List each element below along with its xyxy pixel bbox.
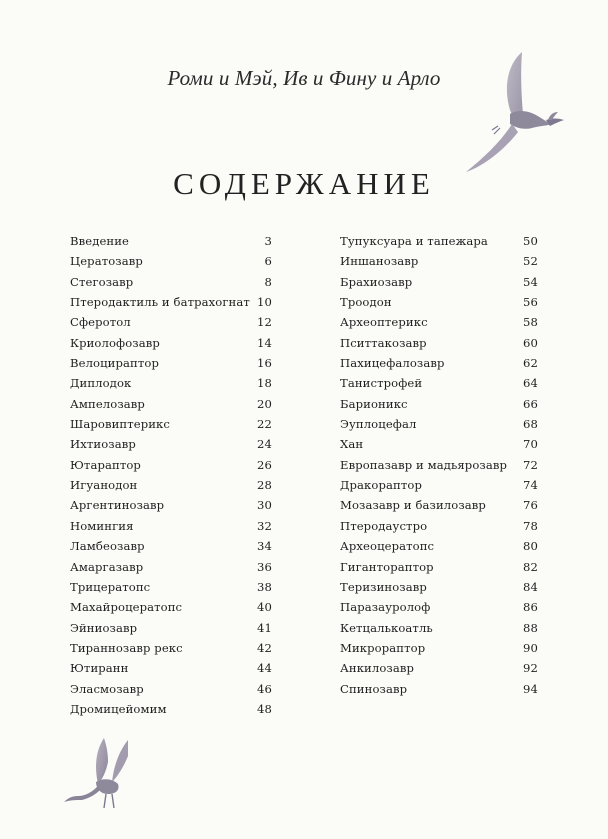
toc-entry <box>70 618 272 638</box>
toc-entry <box>340 475 538 495</box>
toc-entry-page: 76 <box>523 498 538 513</box>
toc-entry-title: Европазавр и мадьярозавр <box>340 457 507 472</box>
toc-entry-title: Брахиозавр <box>340 274 413 289</box>
toc-entry-page: 32 <box>257 518 272 533</box>
toc-entry-title: Эйниозавр <box>70 620 138 635</box>
toc-entry-title: Археоптерикс <box>340 315 428 330</box>
toc-entry-page: 94 <box>523 681 538 696</box>
toc-entry-page: 18 <box>257 376 272 391</box>
toc-entry-title: Иншанозавр <box>340 254 419 269</box>
toc-entry <box>70 373 272 393</box>
toc-entry-title: Ампелозавр <box>70 396 145 411</box>
toc-entry <box>340 292 538 312</box>
toc-entry-title: Тупуксуара и тапежара <box>340 234 488 248</box>
toc-entry <box>70 679 272 699</box>
toc-entry-page: 70 <box>523 437 538 452</box>
toc-entry-page: 74 <box>523 478 538 493</box>
toc-entry-title: Троодон <box>340 295 392 310</box>
toc-entry <box>70 353 272 373</box>
toc-entry <box>70 577 272 597</box>
pterosaur-standing-illustration <box>62 736 152 818</box>
toc-entry-page: 58 <box>523 315 538 330</box>
toc-entry-page: 30 <box>257 498 272 513</box>
toc-entry <box>70 495 272 515</box>
toc-entry <box>340 658 538 678</box>
toc-entry-title: Игуанодон <box>70 478 138 493</box>
toc-entry-page: 46 <box>257 681 272 696</box>
toc-entry-title: Танистрофей <box>340 376 423 391</box>
toc-entry-title: Шаровиптерикс <box>70 417 170 432</box>
toc-entry-page: 8 <box>264 274 272 289</box>
toc-entry-page: 54 <box>523 274 538 289</box>
toc-entry-title: Эуплоцефал <box>340 417 417 432</box>
toc-left-column <box>70 231 272 719</box>
toc-entry <box>70 557 272 577</box>
toc-entry-title: Стегозавр <box>70 274 134 289</box>
toc-entry-page: 62 <box>523 356 538 371</box>
toc-entry-page: 82 <box>523 559 538 574</box>
dedication: Роми и Мэй, Ив и Фину и Арло <box>167 66 441 90</box>
toc-entry-title: Ихтиозавр <box>70 437 136 452</box>
toc-entry-page: 12 <box>257 315 272 330</box>
toc-entry-title: Махайроцератопс <box>70 600 183 615</box>
toc-entry <box>340 557 538 577</box>
toc-entry-page: 10 <box>257 295 272 310</box>
toc-entry-title: Птеродактиль и батрахогнат <box>70 295 250 310</box>
toc-entry <box>70 312 272 332</box>
toc-entry-page: 60 <box>523 335 538 350</box>
toc-entry <box>340 618 538 638</box>
toc-entry-title: Пахицефалозавр <box>340 356 445 371</box>
toc-entry-page: 26 <box>257 457 272 472</box>
toc-entry-page: 14 <box>257 335 272 350</box>
toc-entry <box>70 272 272 292</box>
toc-entry-title: Криолофозавр <box>70 335 160 350</box>
toc-entry <box>340 353 538 373</box>
toc-entry-title: Аргентинозавр <box>70 498 165 513</box>
toc-entry-title: Ютараптор <box>70 457 141 472</box>
toc-entry-title: Эласмозавр <box>70 681 144 696</box>
toc-entry-title: Тираннозавр рекс <box>70 640 183 655</box>
toc-entry-title: Пситтакозавр <box>340 335 427 350</box>
toc-entry <box>70 231 272 251</box>
toc-entry <box>340 414 538 434</box>
toc-entry-page: 72 <box>523 457 538 472</box>
toc-entry <box>340 312 538 332</box>
toc-entry-title: Цератозавр <box>70 254 143 269</box>
toc-entry-page: 34 <box>257 539 272 554</box>
toc-entry-title: Птеродаустро <box>340 518 428 533</box>
toc-entry-page: 64 <box>523 376 538 391</box>
toc-entry <box>340 516 538 536</box>
toc-entry <box>340 577 538 597</box>
toc-entry-page: 38 <box>257 579 272 594</box>
toc-entry <box>70 251 272 271</box>
toc-entry-title: Паразауролоф <box>340 600 431 615</box>
toc-entry-page: 80 <box>523 539 538 554</box>
toc-entry-page: 44 <box>257 661 272 676</box>
toc-entry <box>340 272 538 292</box>
toc-entry <box>70 292 272 312</box>
toc-entry-title: Микрораптор <box>340 640 426 655</box>
toc-entry-page: 22 <box>257 417 272 432</box>
toc-entry <box>340 638 538 658</box>
toc-entry-title: Мозазавр и базилозавр <box>340 498 486 513</box>
toc-entry-title: Теризинозавр <box>340 579 427 594</box>
toc-entry <box>70 699 272 719</box>
toc-entry-page: 50 <box>523 234 538 248</box>
toc-entry-page: 92 <box>523 661 538 676</box>
toc-entry-title: Ламбеозавр <box>70 539 145 554</box>
toc-entry <box>340 495 538 515</box>
toc-entry-page: 84 <box>523 579 538 594</box>
toc-entry-page: 41 <box>257 620 272 635</box>
toc-right-column <box>340 231 538 699</box>
toc-entry-title: Хан <box>340 437 364 452</box>
toc-entry-title: Трицератопс <box>70 579 151 594</box>
toc-entry <box>340 455 538 475</box>
toc-entry-page: 52 <box>523 254 538 269</box>
toc-entry-title: Амаргазавр <box>70 559 144 574</box>
toc-entry-page: 66 <box>523 396 538 411</box>
toc-entry <box>70 516 272 536</box>
toc-entry-title: Дромицейомим <box>70 701 167 716</box>
toc-entry-title: Ютиранн <box>70 661 129 676</box>
toc-entry <box>70 414 272 434</box>
toc-entry-page: 90 <box>523 640 538 655</box>
toc-entry-page: 28 <box>257 478 272 493</box>
toc-entry-page: 78 <box>523 518 538 533</box>
toc-entry-title: Сферотол <box>70 315 131 330</box>
toc-entry <box>340 373 538 393</box>
toc-entry-page: 42 <box>257 640 272 655</box>
toc-entry-page: 24 <box>257 437 272 452</box>
toc-entry-title: Барионикс <box>340 396 408 411</box>
toc-entry-page: 48 <box>257 701 272 716</box>
toc-entry <box>70 658 272 678</box>
toc-entry-title: Велоцираптор <box>70 356 159 371</box>
page-title: СОДЕРЖАНИЕ <box>173 166 435 201</box>
toc-entry-title: Археоцератопс <box>340 539 435 554</box>
toc-entry <box>340 251 538 271</box>
toc-entry <box>340 231 538 251</box>
toc-entry <box>70 455 272 475</box>
toc-entry <box>340 333 538 353</box>
toc-entry-title: Номингия <box>70 518 134 533</box>
toc-entry <box>70 475 272 495</box>
toc-entry-title: Диплодок <box>70 376 132 391</box>
toc-entry-page: 68 <box>523 417 538 432</box>
toc-entry <box>70 536 272 556</box>
toc-entry <box>340 394 538 414</box>
toc-entry-title: Введение <box>70 234 130 248</box>
toc-entry <box>70 394 272 414</box>
toc-entry-page: 3 <box>264 234 272 248</box>
toc-entry <box>340 434 538 454</box>
toc-entry-title: Дракораптор <box>340 478 422 493</box>
toc-entry <box>70 597 272 617</box>
toc-entry <box>70 638 272 658</box>
toc-entry <box>340 679 538 699</box>
toc-entry-title: Гиганторaптор <box>340 559 434 574</box>
toc-entry-page: 88 <box>523 620 538 635</box>
toc-entry <box>340 597 538 617</box>
toc-entry-title: Кетцалькоатль <box>340 620 433 635</box>
toc-entry-page: 20 <box>257 396 272 411</box>
toc-entry-page: 16 <box>257 356 272 371</box>
toc-entry-page: 6 <box>264 254 272 269</box>
toc-entry-page: 86 <box>523 600 538 615</box>
toc-entry <box>340 536 538 556</box>
toc-entry-title: Анкилозавр <box>340 661 415 676</box>
toc-entry-page: 36 <box>257 559 272 574</box>
toc-entry <box>70 333 272 353</box>
toc-entry-page: 40 <box>257 600 272 615</box>
toc-entry <box>70 434 272 454</box>
toc-entry-title: Спинозавр <box>340 681 408 696</box>
toc-entry-page: 56 <box>523 295 538 310</box>
pterosaur-flying-illustration <box>460 48 572 176</box>
